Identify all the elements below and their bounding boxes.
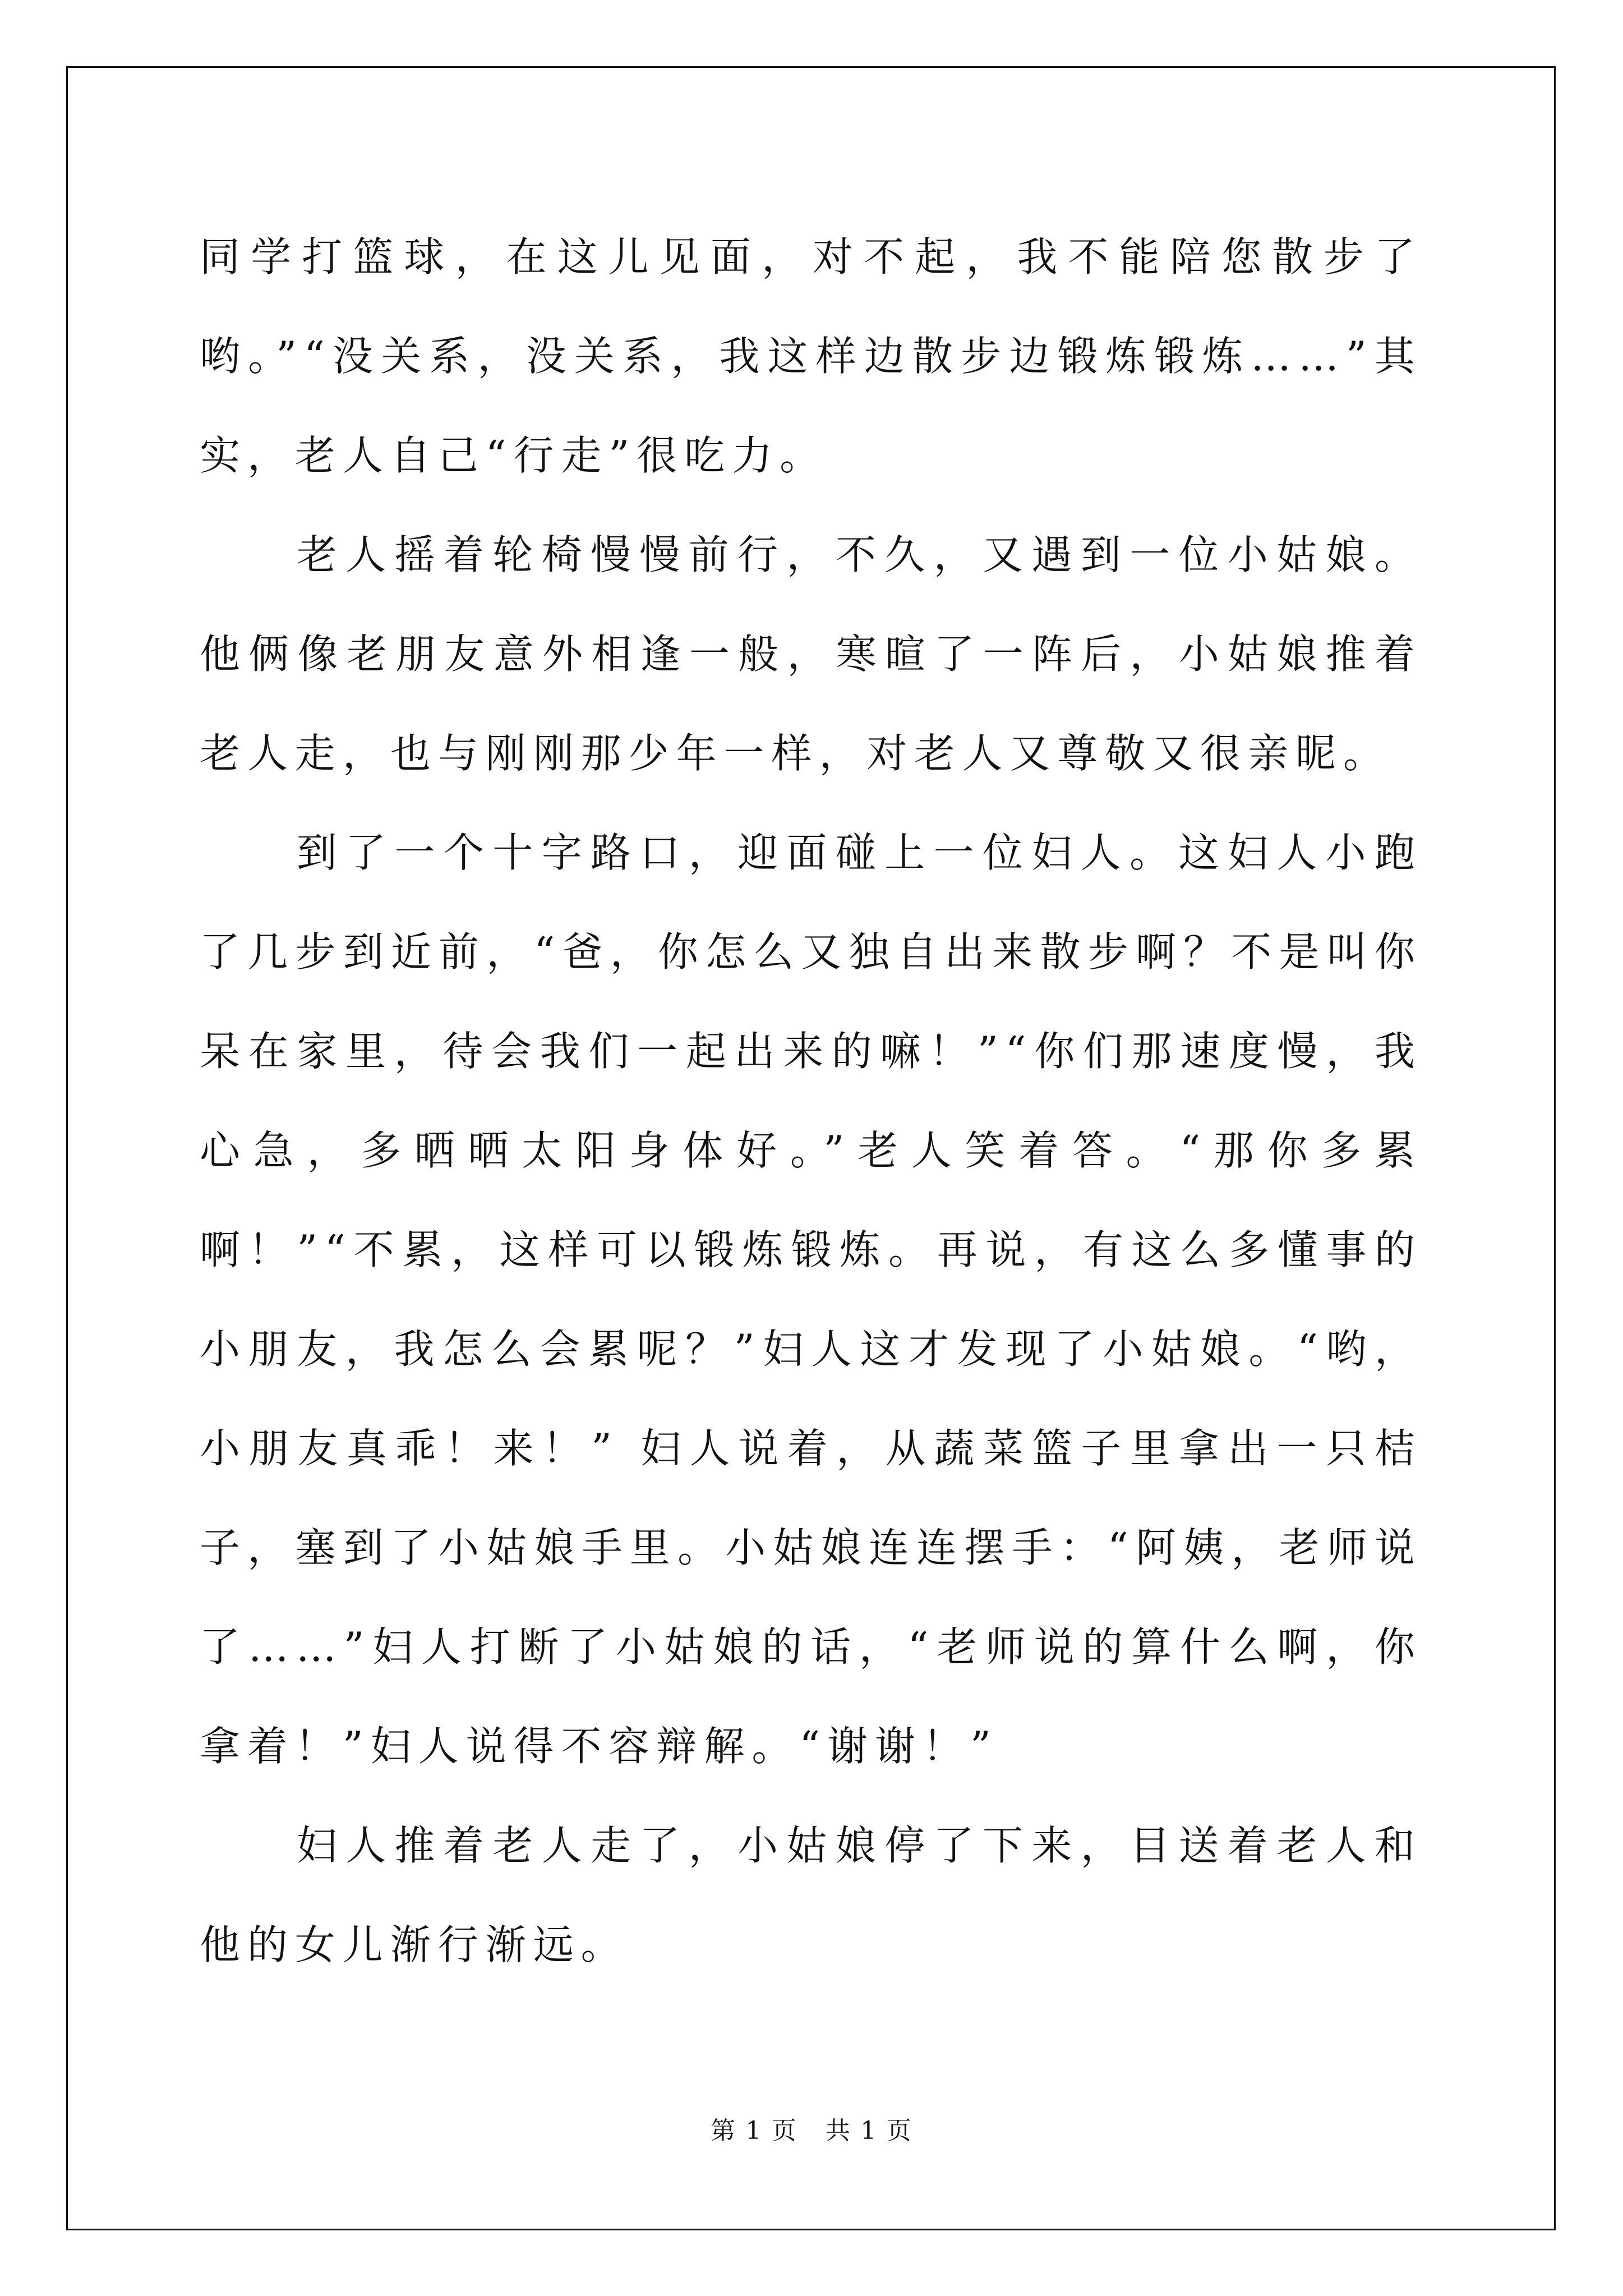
document-body [200,208,1422,1995]
paragraph-4: 妇人推着老人走了，小姑娘停了下来，目送着老人和他的女儿渐行渐远。 [200,1822,1422,1968]
page-number: 第 1 页 [711,2116,797,2145]
page-total: 共 1 页 [826,2116,912,2145]
paragraph-2: 老人摇着轮椅慢慢前行，不久，又遇到一位小姑娘。他俩像老朋友意外相逢一般，寒暄了一阵后，小姑娘推着老人走，也与刚刚那少年一样，对老人又尊敬又很亲昵。 [200,531,1422,777]
paragraph-1: 同学打篮球，在这儿见面，对不起，我不能陪您散步了哟。”“没关系，没关系，我这样边散步边锻炼锻炼……”其实，老人自己“行走”很吃力。 [200,233,1422,479]
page-footer [0,2110,1623,2146]
paragraph-3: 到了一个十字路口，迎面碰上一位妇人。这妇人小跑了几步到近前，“爸，你怎么又独自出来散步啊？不是叫你呆在家里，待会我们一起出来的嘛！”“你们那速度慢，我心急，多晒晒太阳身体好。”老人笑着答。“那你多累啊！”“不累，这样可以锻炼锻炼。再说，有这么多懂事的小朋友，我怎么会累呢？”妇人这才发现了小姑娘。“哟，小朋友真乖！来！” 妇人说着，从蔬菜篮子里拿出一只桔子，塞到了小姑娘手里。小姑娘连连摆手：“阿姨，老师说了……”妇人打断了小姑娘的话，“老师说的算什么啊，你拿着！”妇人说得不容辩解。“谢谢！” [200,829,1422,1770]
